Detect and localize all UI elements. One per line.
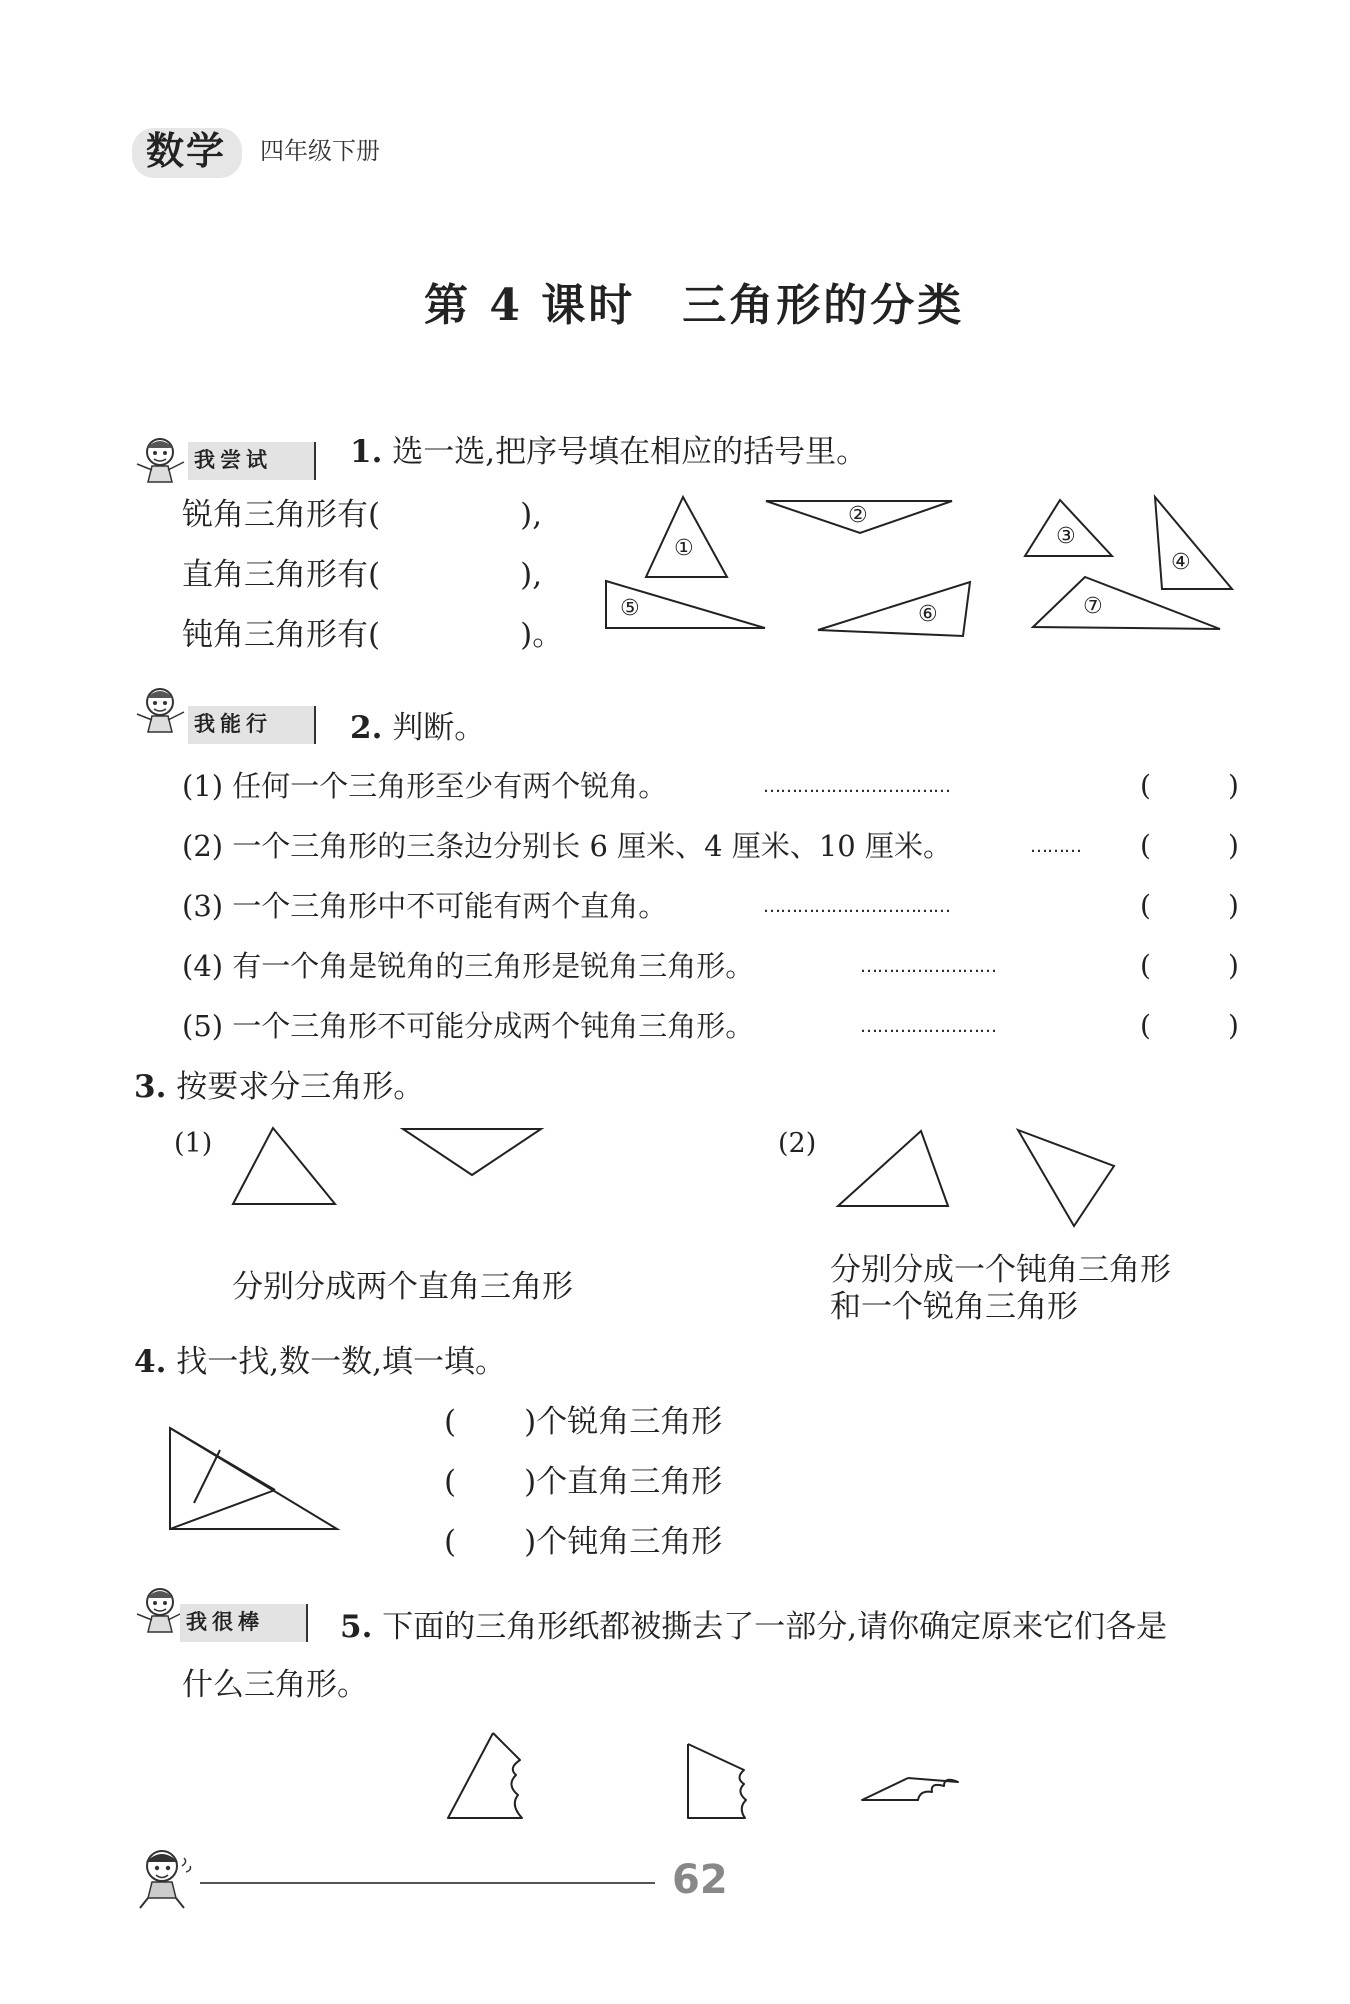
- badge-try-label: 我尝试: [194, 448, 272, 472]
- footer-rule: [200, 1882, 655, 1884]
- q2-item-2-paren-open[interactable]: (: [1140, 829, 1151, 862]
- q2-item-4: (4) 有一个角是锐角的三角形是锐角三角形。: [182, 949, 755, 983]
- badge-great-label: 我很棒: [186, 1610, 264, 1634]
- q1-row-label: 直角三角形有(: [182, 557, 381, 593]
- q5-number: 5.: [340, 1609, 373, 1645]
- triangle-6-label: ⑥: [918, 602, 938, 627]
- q2-item-5-paren-close: ): [1228, 1009, 1239, 1042]
- q1-row-label: 锐角三角形有(: [182, 497, 381, 533]
- q4-row-text: )个钝角三角形: [524, 1524, 723, 1560]
- q2-item-3: (3) 一个三角形中不可能有两个直角。: [182, 889, 668, 923]
- q1-row-close: )。: [520, 617, 564, 653]
- q1-number: 1.: [350, 434, 383, 470]
- q4-row-text: )个锐角三角形: [524, 1404, 723, 1440]
- q4-paren-open[interactable]: (: [444, 1464, 457, 1500]
- q2-item-1: (1) 任何一个三角形至少有两个锐角。: [182, 769, 668, 803]
- q3-text: 按要求分三角形。: [176, 1069, 425, 1105]
- page-number: 62: [672, 1857, 728, 1903]
- q1-row-close: ),: [520, 557, 543, 593]
- q3-part1-caption: 分别分成两个直角三角形: [232, 1269, 573, 1305]
- q5-text-line2: 什么三角形。: [182, 1667, 368, 1703]
- q1-row-close: ),: [520, 497, 543, 533]
- triangle-1-label: ①: [674, 536, 694, 561]
- header-subject: 数学: [146, 129, 227, 173]
- triangle-2-label: ②: [848, 503, 868, 528]
- q2-number: 2.: [350, 710, 383, 746]
- q2-item-3-paren-close: ): [1228, 889, 1239, 922]
- q2-item-5: (5) 一个三角形不可能分成两个钝角三角形。: [182, 1009, 755, 1043]
- q3-part2-label: (2): [778, 1128, 817, 1159]
- q2-item-3-paren-open[interactable]: (: [1140, 889, 1151, 922]
- q3-part2-caption-line2: 和一个锐角三角形: [830, 1289, 1078, 1325]
- q4-paren-open[interactable]: (: [444, 1404, 457, 1440]
- q2-item-4-paren-close: ): [1228, 949, 1239, 982]
- triangle-7-label: ⑦: [1083, 594, 1103, 619]
- q2-item-3-dots: ……………………………: [763, 896, 950, 917]
- q4-row-text: )个直角三角形: [524, 1464, 723, 1500]
- q2-item-5-dots: ……………………: [860, 1016, 996, 1037]
- q4-number: 4.: [134, 1344, 167, 1380]
- q3-number: 3.: [134, 1069, 167, 1105]
- q3-part1-label: (1): [174, 1128, 213, 1159]
- q2-text: 判断。: [392, 710, 486, 746]
- q2-item-2-paren-close: ): [1228, 829, 1239, 862]
- triangle-4-label: ④: [1171, 550, 1191, 575]
- q2-item-4-paren-open[interactable]: (: [1140, 949, 1151, 982]
- header-grade: 四年级下册: [260, 137, 380, 165]
- q5-text-line1: 下面的三角形纸都被撕去了一部分,请你确定原来它们各是: [382, 1609, 1168, 1645]
- badge-can-label: 我能行: [194, 712, 272, 736]
- q5-torn-triangle-1: [448, 1733, 522, 1818]
- q1-text: 选一选,把序号填在相应的括号里。: [392, 434, 868, 470]
- q2-item-1-dots: ……………………………: [763, 776, 950, 797]
- page-title: 第 4 课时 三角形的分类: [424, 280, 965, 331]
- triangle-3-label: ③: [1056, 524, 1076, 549]
- q5-torn-triangle-3: [862, 1778, 958, 1800]
- q3-part2-caption-line1: 分别分成一个钝角三角形: [830, 1252, 1171, 1288]
- q2-item-2: (2) 一个三角形的三条边分别长 6 厘米、4 厘米、10 厘米。: [182, 829, 952, 863]
- q5-torn-triangle-2: [688, 1744, 746, 1818]
- triangle-5-label: ⑤: [620, 596, 640, 621]
- q4-text: 找一找,数一数,填一填。: [176, 1344, 506, 1380]
- q2-item-1-paren-open[interactable]: (: [1140, 769, 1151, 802]
- q2-item-4-dots: ……………………: [860, 956, 996, 977]
- q2-item-1-paren-close: ): [1228, 769, 1239, 802]
- q1-row-label: 钝角三角形有(: [182, 617, 381, 653]
- q4-paren-open[interactable]: (: [444, 1524, 457, 1560]
- q2-item-2-dots: ………: [1030, 836, 1081, 857]
- footer-mascot-icon: [132, 1846, 202, 1912]
- q2-item-5-paren-open[interactable]: (: [1140, 1009, 1151, 1042]
